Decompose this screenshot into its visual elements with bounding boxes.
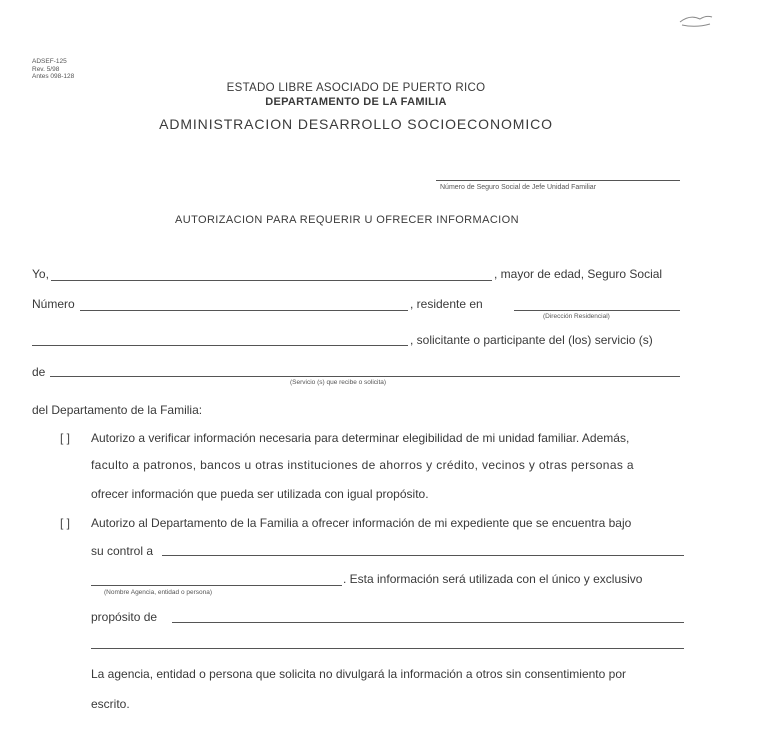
option1-line-3: ofrecer información que pueda ser utilizada con igual propósito. — [91, 487, 429, 501]
option2-line-3: . Esta información será utilizada con el único y exclusivo — [343, 572, 643, 586]
address-caption: (Dirección Residencial) — [543, 313, 610, 320]
departamento-text: del Departamento de la Familia: — [32, 403, 203, 417]
agency-caption: (Nombre Agencia, entidad o persona) — [104, 589, 213, 596]
header-line-3: ADMINISTRACION DESARROLLO SOCIOECONOMICO — [159, 116, 553, 132]
option2-line-1: Autorizo al Departamento de la Familia a ofrecer información de mi expediente que se encuentra bajo — [91, 516, 632, 530]
corner-mark — [676, 8, 716, 30]
option1-line-2: faculto a patronos, bancos u otras instituciones de ahorros y crédito, vecinos y otras personas a — [91, 458, 634, 472]
header-line-2: DEPARTAMENTO DE LA FAMILIA — [265, 96, 447, 108]
ssn-caption: Número de Seguro Social de Jefe Unidad Familiar — [440, 184, 597, 191]
disclaimer-line-2: escrito. — [91, 697, 130, 711]
proposito-label: propósito de — [91, 610, 158, 624]
form-code-line: Rev. 5/98 — [32, 65, 60, 73]
form-title: AUTORIZACION PARA REQUERIR U OFRECER INFORMACION — [175, 214, 519, 226]
option2-checkbox[interactable]: [ ] — [60, 516, 71, 530]
name-field[interactable] — [51, 280, 492, 281]
option1-checkbox[interactable]: [ ] — [60, 431, 71, 445]
purpose-field-2[interactable] — [91, 648, 684, 649]
purpose-field[interactable] — [172, 622, 684, 623]
option1-line-1: Autorizo a verificar información necesaria para determinar elegibilidad de mi unidad familiar. Además, — [91, 431, 630, 445]
option2-line-2: su control a — [91, 544, 154, 558]
ssn-field[interactable] — [436, 180, 680, 181]
form-code-line: Antes 098-128 — [32, 73, 75, 80]
service-field[interactable] — [50, 376, 680, 377]
recipient-field[interactable] — [162, 555, 684, 556]
numero-label: Número — [32, 297, 75, 311]
ssn-number-field[interactable] — [80, 310, 408, 311]
address-field[interactable] — [514, 310, 680, 311]
solicitante-text: , solicitante o participante del (los) servicio (s) — [410, 333, 653, 347]
mayor-text: , mayor de edad, Seguro Social — [494, 267, 663, 281]
form-code-line: ADSEF-125 — [32, 58, 67, 65]
disclaimer-line-1: La agencia, entidad o persona que solicita no divulgará la información a otros sin consentimiento por — [91, 667, 626, 681]
residente-text: , residente en — [410, 297, 483, 311]
address-field-2[interactable] — [32, 345, 408, 346]
header-line-1: ESTADO LIBRE ASOCIADO DE PUERTO RICO — [226, 82, 486, 94]
de-label: de — [32, 365, 46, 379]
form-code — [32, 58, 74, 81]
yo-label: Yo, — [32, 267, 49, 281]
agency-field[interactable] — [91, 585, 342, 586]
service-caption: (Servicio (s) que recibe o solicita) — [290, 379, 387, 386]
